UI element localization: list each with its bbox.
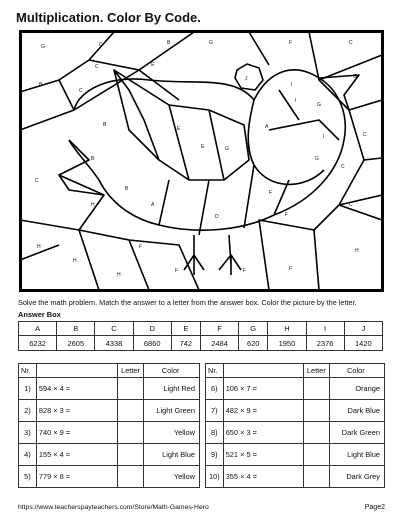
- picture-letter: F: [289, 40, 293, 46]
- table-row: [206, 378, 385, 400]
- table-row: [206, 466, 385, 488]
- picture-letter: B: [167, 40, 171, 46]
- picture-letter: G: [317, 102, 321, 108]
- footer-store-link[interactable]: https://www.teacherspayteachers.com/Store/Math-Games-Hero: [18, 504, 209, 511]
- picture-letter: G: [315, 156, 319, 162]
- table-row: [19, 466, 200, 488]
- answer-value: 2376: [306, 336, 344, 351]
- picture-letter: C: [349, 40, 353, 46]
- answer-value: 6860: [133, 336, 171, 351]
- instructions-text: Solve the math problem. Match the answer to a letter from the answer box. Color the picture by the letter.: [18, 298, 357, 307]
- table-row: [19, 378, 200, 400]
- header-color: Color: [329, 364, 384, 378]
- table-row: [206, 444, 385, 466]
- page-number: Page2: [364, 504, 385, 511]
- picture-letter: G: [209, 40, 213, 46]
- problem-color: Light Red: [144, 378, 200, 400]
- table-row: [19, 422, 200, 444]
- header-letter: Letter: [303, 364, 329, 378]
- problem-text: 828 × 3 =: [36, 400, 117, 422]
- header-nr: Nr.: [206, 364, 224, 378]
- picture-letter: H: [355, 248, 359, 254]
- picture-letter: E: [201, 144, 205, 150]
- header-nr: Nr.: [19, 364, 37, 378]
- answer-value: 4338: [95, 336, 133, 351]
- picture-letter: B: [103, 122, 107, 128]
- problem-text: 740 × 9 =: [36, 422, 117, 444]
- problem-number: 3): [19, 422, 37, 444]
- letter-answer-field[interactable]: [303, 466, 329, 488]
- problem-number: 2): [19, 400, 37, 422]
- picture-letter: G: [41, 44, 45, 50]
- problem-text: 779 × 8 =: [36, 466, 117, 488]
- letter-answer-field[interactable]: [303, 444, 329, 466]
- answer-value: 2605: [57, 336, 95, 351]
- answer-letter: J: [344, 322, 382, 336]
- table-row: [206, 422, 385, 444]
- picture-letter: D: [215, 214, 219, 220]
- problem-number: 7): [206, 400, 224, 422]
- color-by-code-picture: [19, 30, 384, 292]
- picture-letter: H: [37, 244, 41, 250]
- answer-letter: G: [239, 322, 268, 336]
- answer-value: 742: [171, 336, 200, 351]
- picture-letter: C: [95, 64, 99, 70]
- letter-answer-field[interactable]: [117, 378, 143, 400]
- picture-letter: J: [245, 76, 248, 82]
- letter-answer-field[interactable]: [117, 400, 143, 422]
- answer-letter: E: [171, 322, 200, 336]
- answer-value: 1420: [344, 336, 382, 351]
- problems-table-left: [18, 363, 200, 488]
- header-problem: [36, 364, 117, 378]
- problem-color: Light Blue: [329, 444, 384, 466]
- answer-letter: B: [57, 322, 95, 336]
- problem-color: Light Green: [144, 400, 200, 422]
- problem-color: Dark Grey: [329, 466, 384, 488]
- picture-letter: F: [175, 268, 179, 274]
- answer-letter: A: [19, 322, 57, 336]
- worksheet-title: Multiplication. Color By Code.: [16, 10, 201, 25]
- problem-number: 1): [19, 378, 37, 400]
- picture-letter: H: [73, 258, 77, 264]
- picture-letter: H: [117, 272, 121, 278]
- letter-answer-field[interactable]: [303, 422, 329, 444]
- answer-letter: D: [133, 322, 171, 336]
- answer-value: 2484: [200, 336, 238, 351]
- picture-letter: I: [295, 98, 297, 104]
- problem-color: Light Blue: [144, 444, 200, 466]
- picture-letter: B: [39, 82, 43, 88]
- picture-letter: I: [323, 134, 325, 140]
- picture-letter: F: [285, 212, 289, 218]
- answer-letter: C: [95, 322, 133, 336]
- problem-text: 521 × 5 =: [223, 444, 303, 466]
- letter-answer-field[interactable]: [303, 378, 329, 400]
- problem-text: 482 × 9 =: [223, 400, 303, 422]
- answer-value: 6232: [19, 336, 57, 351]
- picture-letter: G: [225, 146, 229, 152]
- picture-letter: C: [35, 178, 39, 184]
- picture-letter: F: [289, 266, 293, 272]
- header-letter: Letter: [117, 364, 143, 378]
- picture-letter: G: [353, 74, 357, 80]
- picture-letter: E: [151, 62, 155, 68]
- picture-letter: C: [363, 132, 367, 138]
- picture-letter: E: [177, 126, 181, 132]
- problem-color: Dark Green: [329, 422, 384, 444]
- picture-letter: C: [349, 202, 353, 208]
- problem-number: 8): [206, 422, 224, 444]
- picture-letter: B: [91, 156, 95, 162]
- letter-answer-field[interactable]: [117, 444, 143, 466]
- picture-letter: H: [91, 202, 95, 208]
- problem-number: 5): [19, 466, 37, 488]
- problem-number: 6): [206, 378, 224, 400]
- picture-letter: A: [151, 202, 155, 208]
- answer-letter: F: [200, 322, 238, 336]
- problem-number: 4): [19, 444, 37, 466]
- answer-letter: I: [306, 322, 344, 336]
- answer-value: 620: [239, 336, 268, 351]
- picture-letter: C: [341, 164, 345, 170]
- picture-letter: A: [265, 124, 269, 130]
- picture-letter: B: [125, 186, 129, 192]
- problem-color: Orange: [329, 378, 384, 400]
- table-row: [19, 444, 200, 466]
- problem-text: 355 × 4 =: [223, 466, 303, 488]
- problem-number: 9): [206, 444, 224, 466]
- problem-text: 594 × 4 =: [36, 378, 117, 400]
- letter-answer-field[interactable]: [117, 422, 143, 444]
- picture-letter: F: [139, 244, 143, 250]
- table-row: [206, 400, 385, 422]
- picture-letter: C: [79, 88, 83, 94]
- table-row: [19, 400, 200, 422]
- header-problem: [223, 364, 303, 378]
- problem-text: 650 × 3 =: [223, 422, 303, 444]
- answer-letter: H: [268, 322, 306, 336]
- problem-text: 155 × 4 =: [36, 444, 117, 466]
- problem-color: Dark Blue: [329, 400, 384, 422]
- letter-answer-field[interactable]: [303, 400, 329, 422]
- answer-box-table: [18, 321, 383, 351]
- letter-answer-field[interactable]: [117, 466, 143, 488]
- problem-color: Yellow: [144, 422, 200, 444]
- picture-letter: F: [243, 268, 247, 274]
- problems-table-right: [205, 363, 385, 488]
- problem-text: 106 × 7 =: [223, 378, 303, 400]
- problem-color: Yellow: [144, 466, 200, 488]
- answer-value: 1950: [268, 336, 306, 351]
- problem-number: 10): [206, 466, 224, 488]
- answer-box-label: Answer Box: [18, 310, 61, 319]
- picture-letter: I: [291, 82, 293, 88]
- picture-letter: C: [99, 42, 103, 48]
- header-color: Color: [144, 364, 200, 378]
- picture-letter: F: [269, 190, 273, 196]
